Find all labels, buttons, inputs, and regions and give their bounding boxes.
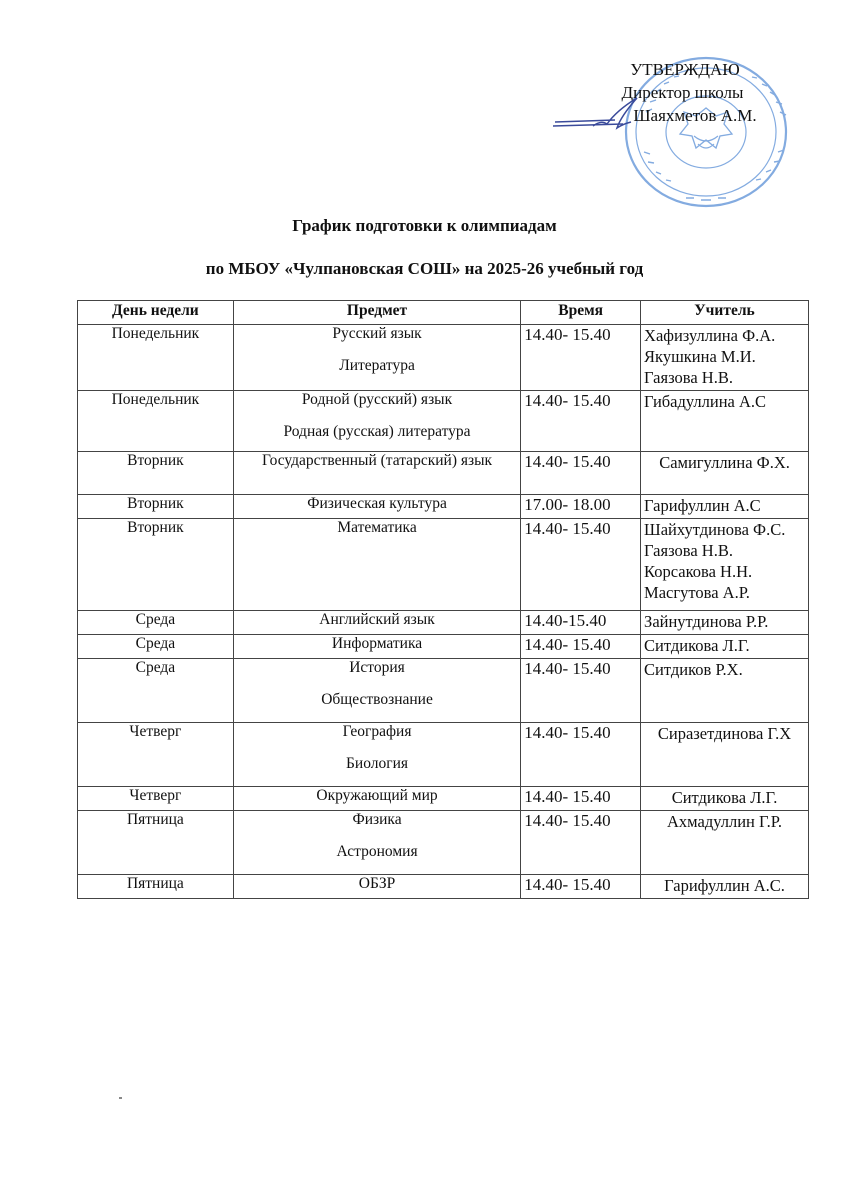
time-cell: 14.40- 15.40 [521, 811, 641, 875]
teacher-cell [641, 635, 809, 659]
time-cell: 14.40- 15.40 [521, 325, 641, 391]
day-cell: Пятница [78, 875, 234, 899]
teacher-name: Корсакова Н.Н. [644, 562, 753, 581]
day-cell: Среда [78, 635, 234, 659]
table-row [78, 635, 809, 659]
subject-name: География [342, 723, 412, 740]
teacher-name: Шайхутдинова Ф.С. [644, 520, 786, 539]
day-cell: Вторник [78, 452, 234, 495]
time-cell: 14.40-15.40 [521, 611, 641, 635]
teacher-cell [641, 519, 809, 611]
subject-name: Английский язык [319, 611, 435, 628]
table-row [78, 811, 809, 875]
day-cell: Понедельник [78, 325, 234, 391]
subject-cell [233, 787, 520, 811]
subject-cell [233, 811, 520, 875]
teacher-cell [641, 659, 809, 723]
teacher-name: Якушкина М.И. [644, 347, 756, 366]
teacher-cell [641, 787, 809, 811]
table-row [78, 611, 809, 635]
day-cell: Среда [78, 659, 234, 723]
document-subtitle: по МБОУ «Чулпановская СОШ» на 2025-26 учебный год [205, 259, 644, 278]
table-row [78, 875, 809, 899]
table-row [78, 452, 809, 495]
teacher-cell [641, 452, 809, 495]
time-cell: 14.40- 15.40 [521, 391, 641, 452]
approval-line-1: УТВЕРЖДАЮ [630, 60, 740, 79]
subject-cell [233, 875, 520, 899]
table-row [78, 723, 809, 787]
teacher-cell [641, 325, 809, 391]
subject-cell [233, 659, 520, 723]
teacher-name: Гарифуллин А.С [644, 496, 761, 515]
teacher-name: Сиразетдинова Г.Х [657, 724, 792, 743]
table-header-row [78, 301, 809, 325]
subject-cell [233, 452, 520, 495]
teacher-name: Ахмадуллин Г.Р. [667, 812, 783, 831]
teacher-cell [641, 391, 809, 452]
header-time: Время [521, 301, 641, 325]
approval-line-3: Шаяхметов А.М. [633, 106, 757, 125]
subject-name: Родной (русский) язык [301, 391, 453, 408]
header-teacher: Учитель [641, 301, 809, 325]
table-row [78, 325, 809, 391]
time-cell: 14.40- 15.40 [521, 635, 641, 659]
subject-name: Обществознание [321, 691, 433, 708]
time-cell: 17.00- 18.00 [521, 495, 641, 519]
teacher-name: Гаязова Н.В. [644, 368, 733, 387]
table-row [78, 495, 809, 519]
day-cell: Пятница [78, 811, 234, 875]
subject-name: Родная (русская) литература [283, 423, 471, 440]
subject-name: Литература [339, 357, 415, 374]
subject-name: История [349, 659, 405, 676]
time-cell: 14.40- 15.40 [521, 659, 641, 723]
subject-name: Государственный (татарский) язык [261, 452, 493, 469]
subject-cell [233, 325, 520, 391]
day-cell: Четверг [78, 723, 234, 787]
teacher-name: Масгутова А.Р. [644, 583, 750, 602]
time-cell: 14.40- 15.40 [521, 787, 641, 811]
subject-name: Физическая культура [307, 495, 447, 512]
time-cell: 14.40- 15.40 [521, 723, 641, 787]
teacher-cell [641, 723, 809, 787]
table-row [78, 391, 809, 452]
teacher-name: Ситдиков Р.Х. [644, 660, 743, 679]
schedule-table [77, 300, 809, 899]
table-row [78, 519, 809, 611]
subject-name: Информатика [331, 635, 423, 652]
day-cell: Четверг [78, 787, 234, 811]
subject-name: Математика [337, 519, 417, 536]
subject-name: Русский язык [332, 325, 422, 342]
subject-name: Окружающий мир [316, 787, 438, 804]
day-cell: Вторник [78, 495, 234, 519]
subject-cell [233, 611, 520, 635]
teacher-name: Зайнутдинова Р.Р. [644, 612, 769, 631]
header-subject: Предмет [233, 301, 520, 325]
subject-name: Физика [352, 811, 402, 828]
day-cell: Вторник [78, 519, 234, 611]
subject-cell [233, 635, 520, 659]
approval-line-2: Директор школы [621, 83, 744, 102]
teacher-cell [641, 811, 809, 875]
header-day: День недели [78, 301, 234, 325]
teacher-name: Гибадуллина А.С [644, 392, 767, 411]
teacher-name: Ситдикова Л.Г. [644, 636, 750, 655]
table-row [78, 787, 809, 811]
subject-name: Биология [346, 755, 409, 772]
day-cell: Среда [78, 611, 234, 635]
day-cell: Понедельник [78, 391, 234, 452]
subject-cell [233, 495, 520, 519]
teacher-name: Ситдикова Л.Г. [671, 788, 778, 807]
table-row [78, 659, 809, 723]
teacher-cell [641, 495, 809, 519]
teacher-name: Гарифуллин А.С. [664, 876, 785, 895]
document-title: График подготовки к олимпиадам [292, 216, 557, 235]
subject-cell [233, 391, 520, 452]
subject-name: ОБЗР [358, 875, 396, 892]
time-cell: 14.40- 15.40 [521, 452, 641, 495]
teacher-name: Гаязова Н.В. [644, 541, 733, 560]
time-cell: 14.40- 15.40 [521, 875, 641, 899]
teacher-cell [641, 875, 809, 899]
scan-speck [119, 1097, 122, 1099]
teacher-name: Хафизуллина Ф.А. [644, 326, 776, 345]
time-cell: 14.40- 15.40 [521, 519, 641, 611]
subject-cell [233, 723, 520, 787]
teacher-cell [641, 611, 809, 635]
subject-cell [233, 519, 520, 611]
teacher-name: Самигуллина Ф.Х. [659, 453, 790, 472]
subject-name: Астрономия [336, 843, 418, 860]
signature-icon [553, 96, 663, 144]
